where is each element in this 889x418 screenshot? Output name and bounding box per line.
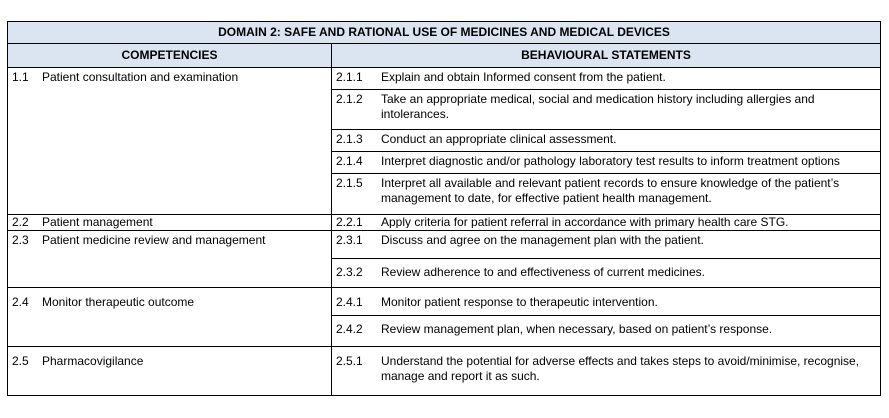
competency-label: Patient medicine review and management (42, 233, 266, 247)
behavioural-statements-header: BEHAVIOURAL STATEMENTS (332, 44, 881, 68)
statement-row (332, 130, 880, 152)
competency-cell (8, 215, 332, 231)
statement-text: Apply criteria for patient referral in accordance with primary health care STG. (381, 215, 789, 228)
statement-text: Take an appropriate medical, social and medication history including allergies and intolerances. (381, 92, 815, 121)
statements-cell (332, 231, 881, 288)
statement-row (332, 152, 880, 174)
statement-number: 2.1.3 (336, 132, 363, 146)
statement-row (332, 259, 880, 287)
statement-number: 2.1.4 (336, 154, 363, 168)
competencies-header: COMPETENCIES (8, 44, 332, 68)
statement-number: 2.3.2 (336, 265, 363, 279)
competency-label: Patient management (42, 215, 153, 229)
competency-number: 1.1 (12, 70, 29, 84)
statement-row (332, 316, 880, 346)
statement-number: 2.5.1 (336, 354, 363, 368)
statement-text: Interpret diagnostic and/or pathology laboratory test results to inform treatment options (381, 154, 840, 168)
statement-number: 2.3.1 (336, 233, 363, 247)
statement-text: Review management plan, when necessary, based on patient’s response. (381, 322, 773, 336)
statement-row (332, 347, 880, 395)
competency-cell (8, 347, 332, 396)
statement-row (332, 231, 880, 259)
competency-table (7, 21, 881, 396)
statement-row (332, 68, 880, 90)
statement-text: Conduct an appropriate clinical assessment. (381, 132, 617, 146)
competency-label: Monitor therapeutic outcome (42, 295, 195, 309)
competency-cell (8, 231, 332, 288)
table-row (8, 231, 881, 288)
statements-cell (332, 215, 881, 231)
competency-number: 2.5 (12, 354, 29, 368)
statement-row (332, 174, 880, 214)
statement-number: 2.1.1 (336, 70, 363, 84)
statement-number: 2.1.2 (336, 92, 363, 106)
statement-text: Review adherence to and effectiveness of current medicines. (381, 265, 705, 279)
statement-number: 2.4.2 (336, 322, 363, 336)
table-row (8, 215, 881, 231)
statement-row (332, 288, 880, 316)
statement-text: Explain and obtain Informed consent from the patient. (381, 70, 666, 84)
competency-number: 2.2 (12, 215, 29, 229)
statement-row (332, 215, 880, 228)
competency-number: 2.4 (12, 295, 29, 309)
statement-text: Interpret all available and relevant patient records to ensure knowledge of the patient’s management to date, for effective patient health management. (381, 176, 840, 205)
domain-title: DOMAIN 2: SAFE AND RATIONAL USE OF MEDICINES AND MEDICAL DEVICES (8, 22, 881, 44)
competency-cell (8, 68, 332, 215)
statement-row (332, 90, 880, 130)
table-row (8, 288, 881, 347)
table-row (8, 347, 881, 396)
competency-number: 2.3 (12, 233, 29, 247)
statement-number: 2.4.1 (336, 295, 363, 309)
statement-number: 2.1.5 (336, 176, 363, 190)
statements-cell (332, 347, 881, 396)
competency-label: Patient consultation and examination (42, 70, 239, 84)
competency-label: Pharmacovigilance (42, 354, 144, 368)
statements-cell (332, 68, 881, 215)
statement-text: Discuss and agree on the management plan with the patient. (381, 233, 704, 247)
statement-number: 2.2.1 (336, 215, 363, 228)
table-row (8, 68, 881, 215)
competency-cell (8, 288, 332, 347)
statements-cell (332, 288, 881, 347)
statement-text: Monitor patient response to therapeutic intervention. (381, 295, 658, 309)
statement-text: Understand the potential for adverse effects and takes steps to avoid/minimise, recognise, manage and report it as such. (381, 354, 860, 383)
